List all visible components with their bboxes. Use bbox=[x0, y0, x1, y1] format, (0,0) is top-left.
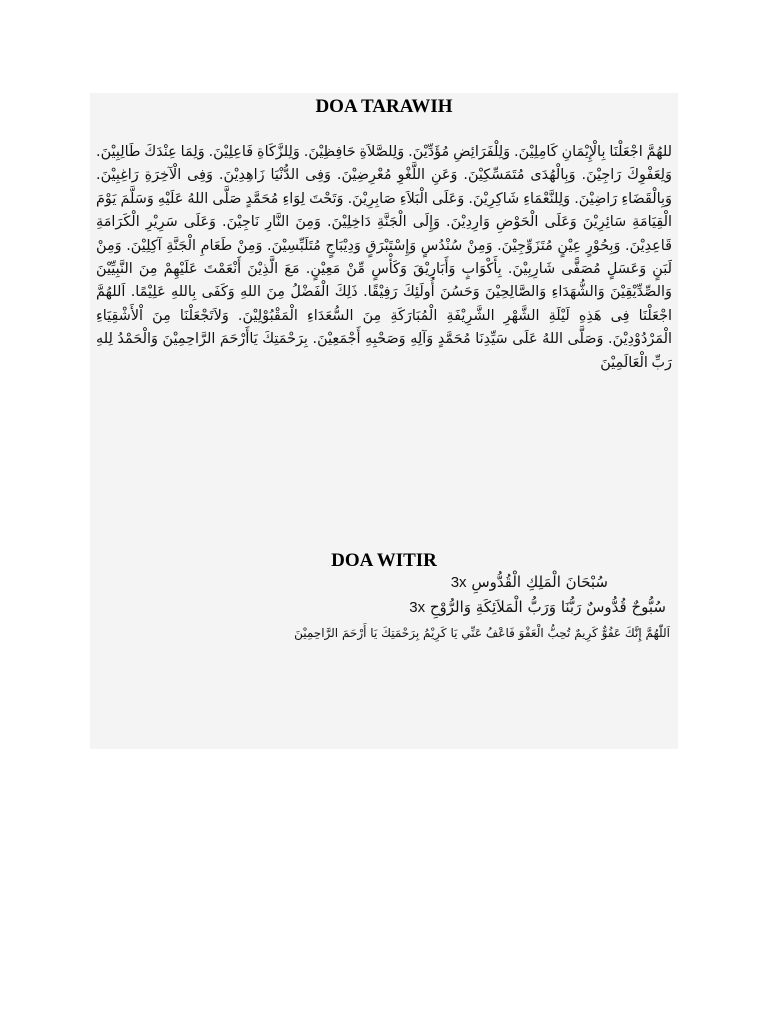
document-page bbox=[90, 93, 678, 749]
witir-title: DOA WITIR bbox=[331, 550, 437, 571]
witir-line-1 bbox=[451, 573, 608, 591]
witir-line-1-count: 3x bbox=[450, 574, 467, 591]
tarawih-title: DOA TARAWIH bbox=[315, 96, 453, 117]
witir-line-1-text: سُبْحَانَ الْمَلِكِ الْقُدُّوسِ bbox=[471, 573, 608, 591]
witir-line-2-count: 3x bbox=[409, 599, 426, 616]
witir-line-3: اَللّٰهُمَّ إِنَّكَ عَفُوٌّ كَرِيمٌ تُحِبُّ الْعَفْوَ فَاعْفُ عَنِّي يَا كَرِيْمُ بِرَحْمَتِكَ يَا أَرْحَمَ الرَّاحِمِيْنَ bbox=[294, 626, 670, 640]
witir-line-2 bbox=[409, 598, 666, 616]
tarawih-prayer-text: للهُمَّ اجْعَلْنَا بِالْإِيْمَانِ كَامِلِيْنَ. وَلِلْفَرَائِضِ مُؤَدِّيْنَ. وَلِلصَّلاَةِ حَافِظِيْنَ. وَلِلزَّكَاةِ فَاعِلِيْنَ. وَلِمَا عِنْدَكَ طَالِبِيْنَ. وَلِعَفْوِكَ رَاجِيْنَ. وَبِالْهُدَى مُتَمَسِّكِيْنَ. وَعَنِ اللَّغْوِ مُعْرِضِيْنَ. وَفِى الدُّنْيَا زَاهِدِيْنَ. وَفِى الْآخِرَةِ رَاغِبِيْنَ. وَبِالْقَضَاءِ رَاضِيْنَ. وَلِلنَّعْمَاءِ شَاكِرِيْنَ. وَعَلَى الْبَلاَءِ صَابِرِيْنَ. وَتَحْتَ لِوَاءِ مُحَمَّدٍ صَلَّى اللهُ عَلَيْهِ وَسَلَّمَ يَوْمَ الْقِيَامَةِ سَائِرِيْنَ وَعَلَى الْحَوْضِ وَارِدِيْنَ. وَإِلَى الْجَنَّةِ دَاخِلِيْنَ. وَمِنَ النَّارِ نَاجِيْنَ. وَعَلَى سَرِيْرِ الْكَرَامَةِ قَاعِدِيْنَ. وَبِحُوْرٍ عِيْنٍ مُتَزَوِّجِيْنَ. وَمِنْ سُنْدُسٍ وَإِسْتَبْرَقٍ وَدِيْبَاجٍ مُتَلَبِّسِيْنَ. وَمِنْ طَعَامِ الْجَنَّةِ آكِلِيْنَ. وَمِنْ لَبَنٍ وَعَسَلٍ مُصَفًّى شَارِبِيْنَ. بِأَكْوَابٍ وَأَبَارِيْقَ وَكَأْسٍ مِّنْ مَعِيْنٍ. مَعَ الَّذِيْنَ أَنْعَمْتَ عَلَيْهِمْ مِنَ النَّبِيِّيْنَ وَالصِّدِّيْقِيْنَ وَالشُّهَدَاءِ وَالصَّالِحِيْنَ وَحَسُنَ أُولَئِكَ رَفِيْقًا. ذَلِكَ الْفَضْلُ مِنَ اللهِ وَكَفَى بِاللهِ عَلِيْمًا. اَللهُمَّ اجْعَلْنَا فِى هَذِهِ لَيْلَةِ الشَّهْرِ الشَّرِيْفَةِ الْمُبَارَكَةِ مِنَ السُّعَدَاءِ الْمَقْبُوْلِيْنَ. وَلاَتَجْعَلْنَا مِنَ اْلأَشْقِيَاءِ الْمَرْدُوْدِيْنَ. وَصَلَّى اللهُ عَلَى سَيِّدِنَا مُحَمَّدٍ وَآلِهِ وَصَحْبِهِ أَجْمَعِيْنَ. بِرَحْمَتِكَ يَاأَرْحَمَ الرَّاحِمِيْنَ وَالْحَمْدُ لِلهِ رَبِّ الْعَالَمِيْنَ bbox=[96, 144, 672, 371]
witir-line-2-text: سُبُّوحٌ قُدُّوسٌ رَبُّنَا وَرَبُّ الْمَلاَئِكَةِ وَالرُّوْحِ bbox=[429, 598, 666, 616]
